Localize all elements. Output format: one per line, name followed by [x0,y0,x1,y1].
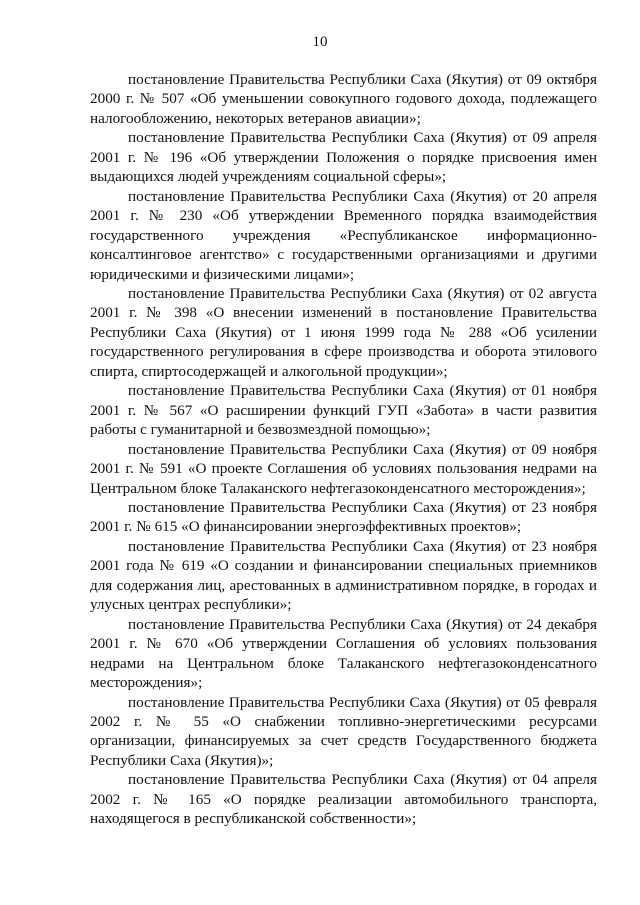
paragraph: постановление Правительства Республики Саха (Якутия) от 23 ноября 2001 г. № 615 «О финансировании энергоэффективных проектов»; [90,498,597,536]
paragraph: постановление Правительства Республики Саха (Якутия) от 09 апреля 2001 г. № 196 «Об утверждении Положения о порядке присвоения имен выдающихся людей учреждениям социальной сферы»; [90,129,597,186]
paragraph: постановление Правительства Республики Саха (Якутия) от 23 ноября 2001 года № 619 «О создании и финансировании специальных приемников для содержания лиц, арестованных в административном порядке, в городах и улусных центрах республики»; [90,537,597,614]
paragraph: постановление Правительства Республики Саха (Якутия) от 09 ноября 2001 г. № 591 «О проекте Соглашения об условиях пользования недрами на Центральном блоке Талаканского нефтегазоконденсатного месторождения»; [90,440,597,497]
paragraph: постановление Правительства Республики Саха (Якутия) от 02 августа 2001 г. № 398 «О внесении изменений в постановление Правительства Республики Саха (Якутия) от 1 июня 1999 года № 288 «Об усилении государственного регулирования в сфере производства и оборота этилового спирта, спиртосодержащей и алкогольной продукции»; [90,284,597,380]
paragraph: постановление Правительства Республики Саха (Якутия) от 04 апреля 2002 г. № 165 «О порядке реализации автомобильного транспорта, находящегося в республиканской собственности»; [90,771,597,828]
page-number: 10 [312,34,328,50]
document-body [90,70,597,829]
paragraph: постановление Правительства Республики Саха (Якутия) от 05 февраля 2002 г. № 55 «О снабжении топливно-энергетическими ресурсами организации, финансируемых за счет средств Государственного бюджета Республики Саха (Якутия)»; [90,693,597,769]
paragraph: постановление Правительства Республики Саха (Якутия) от 20 апреля 2001 г. № 230 «Об утверждении Временного порядка взаимодействия государственного учреждения «Республиканское информационно-консалтинговое агентство» с государственными организациями и другими юридическими и физическими лицами»; [90,187,597,283]
paragraph: постановление Правительства Республики Саха (Якутия) от 24 декабря 2001 г. № 670 «Об утверждении Соглашения об условиях пользования недрами на Центральном блоке Талаканского нефтегазоконденсатного месторождения»; [90,615,597,692]
paragraph: постановление Правительства Республики Саха (Якутия) от 01 ноября 2001 г. № 567 «О расширении функций ГУП «Забота» в части развития работы с гуманитарной и безвозмездной помощью»; [90,382,597,439]
paragraph: постановление Правительства Республики Саха (Якутия) от 09 октября 2000 г. № 507 «Об уменьшении совокупного годового дохода, подлежащего налогообложению, некоторых ветеранов авиации»; [90,71,597,127]
